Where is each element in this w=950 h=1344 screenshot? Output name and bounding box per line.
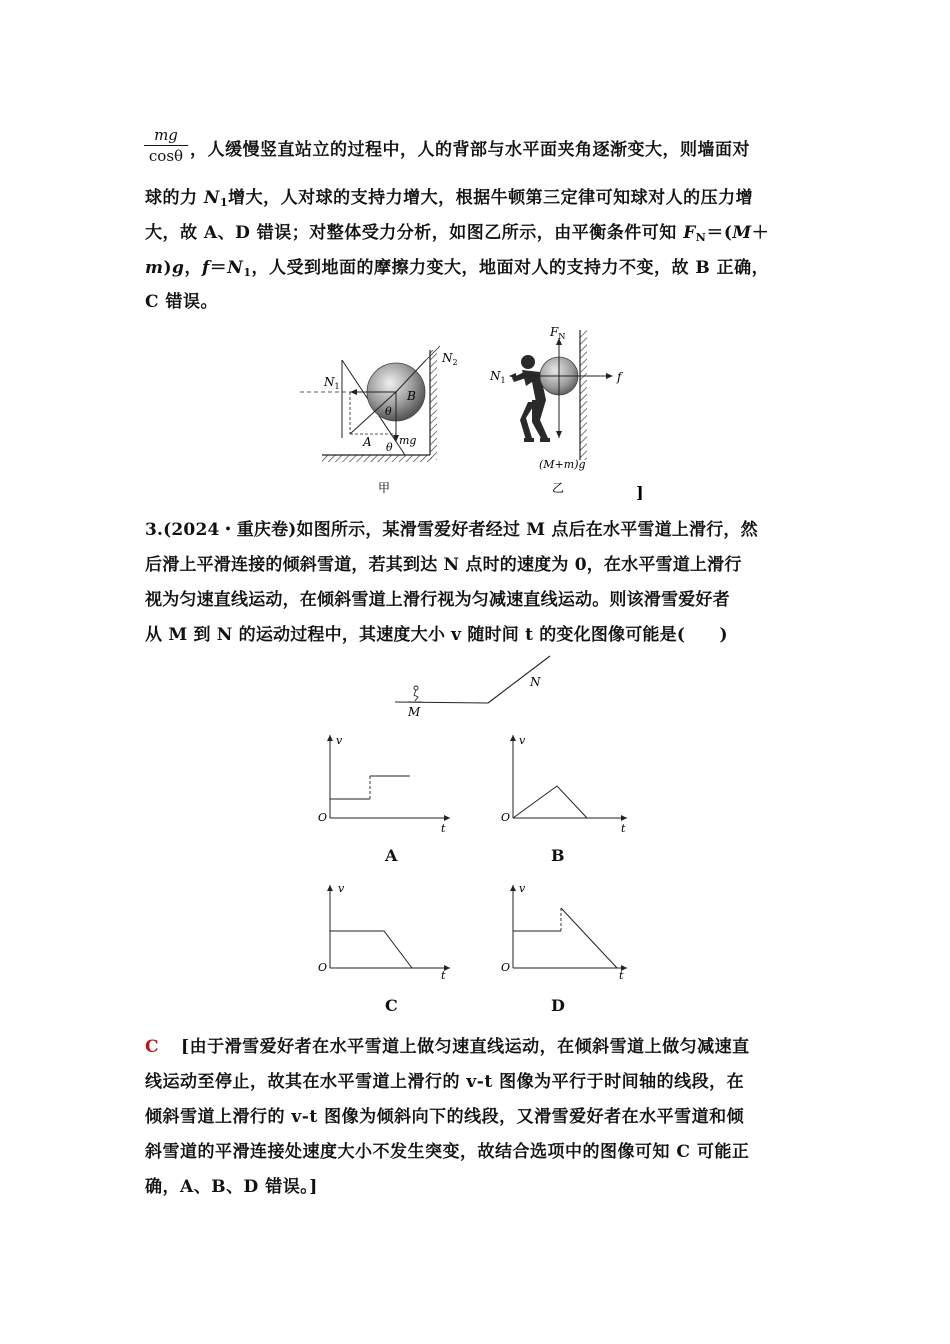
intro-line-4-m: m xyxy=(145,258,164,278)
intro-line-3-c: ＋ xyxy=(751,223,770,243)
intro-line-3-b: ＝( xyxy=(706,223,733,243)
graph-C-v-arrowhead xyxy=(327,885,333,891)
f-arrowhead xyxy=(606,373,613,379)
graph-C-origin: O xyxy=(318,961,328,974)
graph-B-origin: O xyxy=(501,811,511,824)
intro-line-4-f: f xyxy=(201,258,210,278)
skier-icon xyxy=(408,686,422,702)
intro-line-1-text: ，人缓慢竖直站立的过程中，人的背部与水平面夹角逐渐变大，则墙面对 xyxy=(190,140,750,160)
intro-line-5-text: C 错误。 xyxy=(145,292,218,312)
answer-line-2 xyxy=(145,1067,744,1092)
fraction-denominator: cosθ xyxy=(148,147,184,165)
graph-B-triangle xyxy=(513,786,587,818)
intro-line-2 xyxy=(145,183,753,209)
graph-C-t-label: t xyxy=(441,969,446,982)
wall2-hatch xyxy=(580,330,587,460)
wall-hatch xyxy=(430,350,437,460)
intro-line-3-a: 大，故 A、D 错误；对整体受力分析，如图乙所示，由平衡条件可知 xyxy=(145,223,684,243)
graph-C xyxy=(310,880,460,985)
label-yi: 乙 xyxy=(552,481,565,495)
intro-line-4-a: ) xyxy=(163,258,173,278)
graph-A-v-label: v xyxy=(336,734,343,747)
ground-hatch xyxy=(322,455,432,462)
question-line-2-text: 后滑上平滑连接的倾斜雪道，若其到达 N 点时的速度为 0，在水平雪道上滑行 xyxy=(145,555,742,575)
intro-line-4-g: g xyxy=(172,258,185,278)
intro-line-3-m: M xyxy=(732,223,752,243)
question-line-1 xyxy=(145,515,758,540)
answer-line-3 xyxy=(145,1102,744,1127)
question-line-1-text: 3.(2024・重庆卷)如图所示，某滑雪爱好者经过 M 点后在水平雪道上滑行，然 xyxy=(145,520,758,540)
intro-line-4-n: N xyxy=(227,258,244,278)
diagram-jia xyxy=(300,346,458,495)
answer-line-1-text: [由于滑雪爱好者在水平雪道上做匀速直线运动，在倾斜雪道上做匀减速直 xyxy=(181,1037,750,1057)
intro-line-5 xyxy=(145,287,218,312)
graph-D-segment-2 xyxy=(561,908,617,968)
force-diagram-figure xyxy=(300,320,660,500)
graph-C-v-label: v xyxy=(338,882,345,895)
graph-B-caption: B xyxy=(551,846,565,865)
graph-A-t-label: t xyxy=(441,822,446,835)
graph-A-t-arrowhead xyxy=(444,815,450,821)
label-A: A xyxy=(363,435,372,449)
answer-line-4-text: 斜雪道的平滑连接处速度大小不发生突变，故结合选项中的图像可知 C 可能正 xyxy=(145,1142,750,1162)
slope-figure xyxy=(390,650,560,725)
intro-line-3-sub: N xyxy=(695,231,707,244)
intro-line-2-n: N xyxy=(203,188,220,208)
label-N1-yi: $N_1$ xyxy=(490,369,506,385)
label-theta-1: θ xyxy=(385,405,392,418)
intro-line-4 xyxy=(145,253,769,279)
label-N2: $N_2$ xyxy=(442,351,458,367)
intro-line-4-b: ， xyxy=(184,258,202,278)
intro-line-4-sub: 1 xyxy=(243,266,252,279)
graph-D-v-label: v xyxy=(519,882,526,895)
label-FN: $F_N$ xyxy=(550,325,566,341)
question-line-3-text: 视为匀速直线运动，在倾斜雪道上滑行视为匀减速直线运动。则该滑雪爱好者 xyxy=(145,590,730,610)
label-f: f xyxy=(617,370,622,384)
intro-line-2-b: 增大，人对球的支持力增大，根据牛顿第三定律可知球对人的压力增 xyxy=(228,188,754,208)
graph-B-v-arrowhead xyxy=(510,735,516,741)
graph-B-t-arrowhead xyxy=(621,815,627,821)
label-B: B xyxy=(407,389,416,403)
answer-line-4 xyxy=(145,1137,749,1162)
question-line-4 xyxy=(145,620,728,645)
question-line-4-text: 从 M 到 N 的运动过程中，其速度大小 v 随时间 t 的变化图像可能是( ) xyxy=(145,625,728,645)
graph-A-origin: O xyxy=(318,811,328,824)
graph-D-t-label: t xyxy=(619,969,624,982)
closing-bracket: ] xyxy=(636,483,644,500)
weight-arrowhead xyxy=(556,431,562,438)
graph-D-origin: O xyxy=(501,961,511,974)
answer-line-3-text: 倾斜雪道上滑行的 v-t 图像为倾斜向下的线段，又滑雪爱好者在水平雪道和倾 xyxy=(145,1107,745,1127)
graph-C-line xyxy=(330,931,412,968)
graph-B-t-label: t xyxy=(621,822,626,835)
graph-A xyxy=(310,730,460,835)
intro-line-2-sub: 1 xyxy=(219,196,229,209)
answer-line-2-text: 线运动至停止，故其在水平雪道上滑行的 v-t 图像为平行于时间轴的线段，在 xyxy=(145,1072,745,1092)
label-jia: 甲 xyxy=(378,481,391,495)
n1-arrowhead xyxy=(350,389,357,395)
intro-line-4-d: ，人受到地面的摩擦力变大，地面对人的支持力不变，故 B 正确， xyxy=(251,258,770,278)
question-line-2 xyxy=(145,550,742,575)
graph-A-v-arrowhead xyxy=(327,735,333,741)
intro-line-3-f: F xyxy=(683,223,696,243)
intro-line-2-a: 球的力 xyxy=(145,188,204,208)
graph-C-caption: C xyxy=(385,996,398,1015)
inclined-track xyxy=(488,656,550,703)
intro-line-3 xyxy=(145,218,769,244)
label-Mmg: (M+m)g xyxy=(539,458,586,471)
answer-letter: C xyxy=(145,1037,160,1057)
graph-A-caption: A xyxy=(385,846,398,865)
question-line-3 xyxy=(145,585,730,610)
fraction-mg-over-cos xyxy=(144,126,188,165)
graph-D xyxy=(495,880,645,985)
fraction-numerator: mg xyxy=(144,126,188,146)
graph-B xyxy=(495,730,645,835)
graph-D-caption: D xyxy=(551,996,565,1015)
answer-line-1 xyxy=(145,1032,750,1057)
graph-D-v-arrowhead xyxy=(510,885,516,891)
intro-line-4-c: ＝ xyxy=(209,258,228,278)
label-M: M xyxy=(408,705,421,719)
label-N: N xyxy=(530,675,541,689)
graph-B-v-label: v xyxy=(519,734,526,747)
label-mg: mg xyxy=(399,434,417,447)
label-N1: $N_1$ xyxy=(324,375,340,391)
answer-line-5-text: 确，A、B、D 错误。] xyxy=(145,1177,318,1197)
diagram-yi xyxy=(489,325,624,495)
intro-line-1 xyxy=(190,135,750,160)
label-theta-2: θ xyxy=(386,441,393,454)
answer-line-5 xyxy=(145,1172,318,1197)
